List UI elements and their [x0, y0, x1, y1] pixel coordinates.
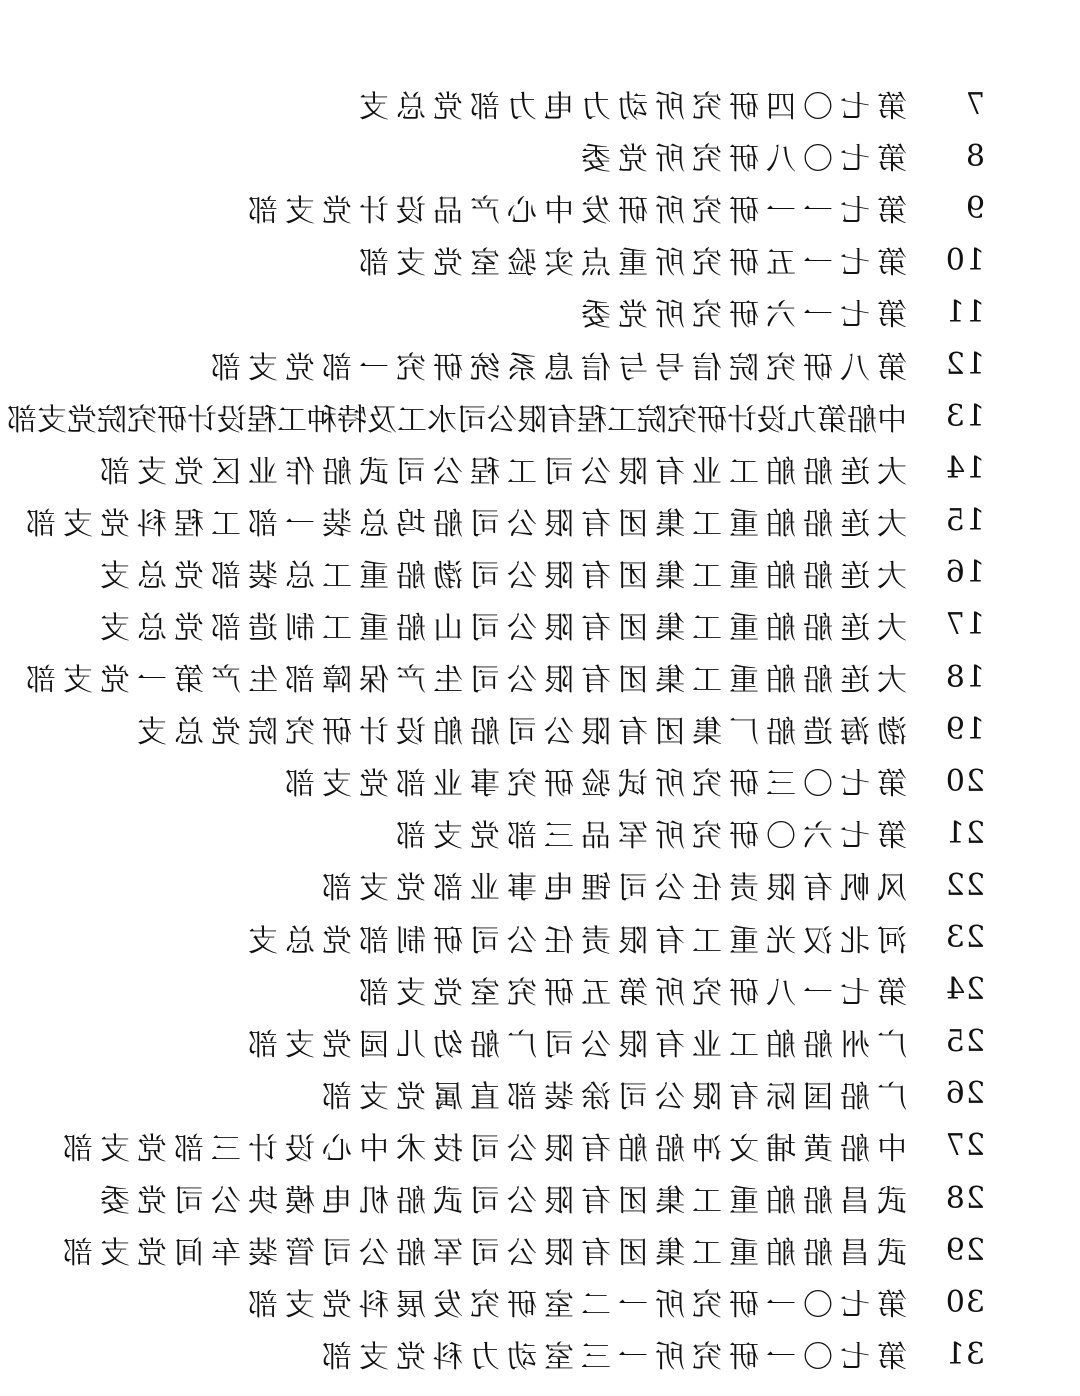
- item-name: 大连船舶重工集团有限公司山船重工制造部党总支: [93, 610, 907, 646]
- item-number: 28: [944, 1180, 985, 1216]
- item-number: 22: [944, 867, 985, 903]
- list-item: [25, 78, 985, 130]
- item-name: 第七〇三研究所试验研究事业部党支部: [278, 767, 907, 803]
- item-name: 河北汉光重工有限责任公司研制部党总支: [241, 923, 907, 959]
- item-name: 武昌船舶重工集团有限公司武船机电模块公司党委: [93, 1184, 907, 1220]
- list-item: [25, 703, 985, 755]
- item-name: 风帆有限责任公司锂电事业部党支部: [315, 871, 907, 907]
- item-name: 武昌船舶重工集团有限公司军船公司管装车间党支部: [56, 1236, 907, 1272]
- item-name: 渤海造船厂集团有限公司船舶设计研究院党总支: [130, 715, 907, 751]
- item-name: 第七一八研究所第五研究室党支部: [352, 975, 907, 1011]
- list-item: [25, 1328, 985, 1380]
- item-number: 10: [944, 242, 985, 278]
- item-name: 第七一六研究所党委: [574, 298, 907, 334]
- item-name: 中船黄埔文冲船舶有限公司技术中心设计三部党支部: [56, 1131, 907, 1167]
- item-name: 第八研究院信号与信息系统研究一部党支部: [204, 350, 907, 386]
- item-name: 大连船舶重工集团有限公司渤船重工总装部党总支: [93, 558, 907, 594]
- list-item: [7, 391, 985, 443]
- item-name: 第七〇一研究所一三室动力科党支部: [315, 1340, 907, 1376]
- item-number: 23: [944, 920, 985, 956]
- list-item: [25, 859, 985, 911]
- item-number: 7: [964, 86, 985, 122]
- item-number: 16: [944, 555, 985, 591]
- item-name: 大连船舶重工集团有限公司船坞总装一部工程科党支部: [19, 506, 907, 542]
- list-item: [25, 1016, 985, 1068]
- item-name: 中船第九设计研究院工程有限公司水工及特种工程设计研究院党支部: [7, 402, 907, 438]
- item-number: 11: [944, 294, 985, 330]
- list-item: [25, 182, 985, 234]
- list-item: [25, 1276, 985, 1328]
- item-name: 广州船舶工业有限公司广船幼儿园党支部: [241, 1027, 907, 1063]
- list-item: [25, 964, 985, 1016]
- item-name: 第七〇八研究所党委: [574, 142, 907, 178]
- list-item: [25, 1224, 985, 1276]
- item-number: 31: [944, 1336, 985, 1372]
- list-item: [25, 1120, 985, 1172]
- item-name: 第七〇四研究所动力电力部党总支: [352, 90, 907, 126]
- item-number: 17: [944, 607, 985, 643]
- item-name: 第七〇一研究所一二室研究发展科党支部: [241, 1288, 907, 1324]
- list-item: [25, 234, 985, 286]
- list-item: [25, 338, 985, 390]
- item-number: 13: [944, 399, 985, 435]
- item-number: 27: [944, 1128, 985, 1164]
- item-name: 广船国际有限公司涂装部直属党支部: [315, 1079, 907, 1115]
- list-item: [25, 130, 985, 182]
- list-item: [19, 495, 985, 547]
- item-number: 30: [944, 1284, 985, 1320]
- item-number: 15: [944, 503, 985, 539]
- item-name: 第七六〇研究所军品三部党支部: [389, 819, 907, 855]
- item-name: 第七一一研究所研发中心产品设计党支部: [241, 194, 907, 230]
- list-item: [25, 912, 985, 964]
- item-name: 大连船舶重工集团有限公司生产保障部生产第一党支部: [19, 663, 907, 699]
- item-number: 12: [944, 347, 985, 383]
- item-number: 29: [944, 1232, 985, 1268]
- party-branch-list: [7, 78, 985, 1380]
- item-number: 24: [944, 972, 985, 1008]
- item-number: 21: [944, 815, 985, 851]
- list-item: [25, 286, 985, 338]
- list-item: [25, 755, 985, 807]
- item-number: 20: [944, 763, 985, 799]
- item-name: 大连船舶工业有限公司工程公司武船作业区党支部: [93, 454, 907, 490]
- list-item: [25, 1068, 985, 1120]
- item-number: 9: [964, 190, 985, 226]
- item-name: 第七一五研究所重点实验室党支部: [352, 246, 907, 282]
- list-item: [25, 547, 985, 599]
- item-number: 18: [944, 659, 985, 695]
- item-number: 25: [944, 1024, 985, 1060]
- item-number: 8: [964, 138, 985, 174]
- list-item: [25, 807, 985, 859]
- list-item: [25, 599, 985, 651]
- list-item: [25, 1172, 985, 1224]
- item-number: 19: [944, 711, 985, 747]
- list-item: [25, 443, 985, 495]
- item-number: 26: [944, 1076, 985, 1112]
- list-item: [19, 651, 985, 703]
- item-number: 14: [944, 451, 985, 487]
